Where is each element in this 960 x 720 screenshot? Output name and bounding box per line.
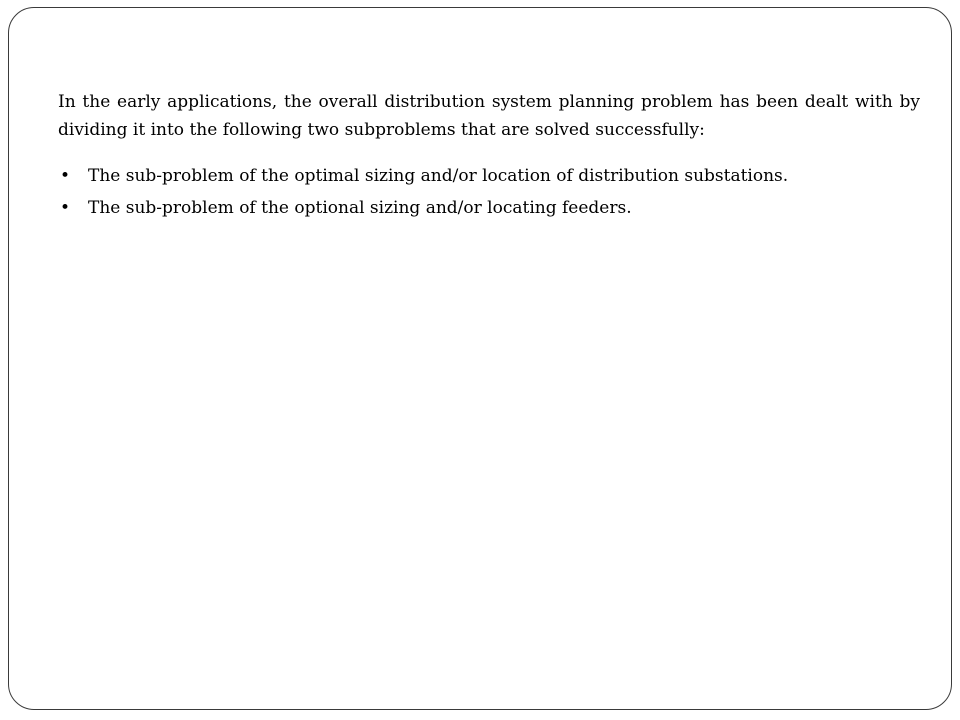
intro-paragraph: In the early applications, the overall distribution system planning problem has been dealt with by dividing it into the following two subproblems that are solved successfully:: [58, 92, 920, 140]
slide-content: [58, 88, 920, 224]
bullet-icon: •: [60, 166, 71, 186]
list-item: [58, 192, 920, 224]
bullet-list: [58, 160, 920, 224]
bullet-text: The sub-problem of the optional sizing and/or locating feeders.: [88, 198, 632, 218]
bullet-text: The sub-problem of the optimal sizing and/or location of distribution substations.: [88, 166, 789, 186]
list-item: [58, 160, 920, 192]
bullet-icon: •: [60, 198, 71, 218]
